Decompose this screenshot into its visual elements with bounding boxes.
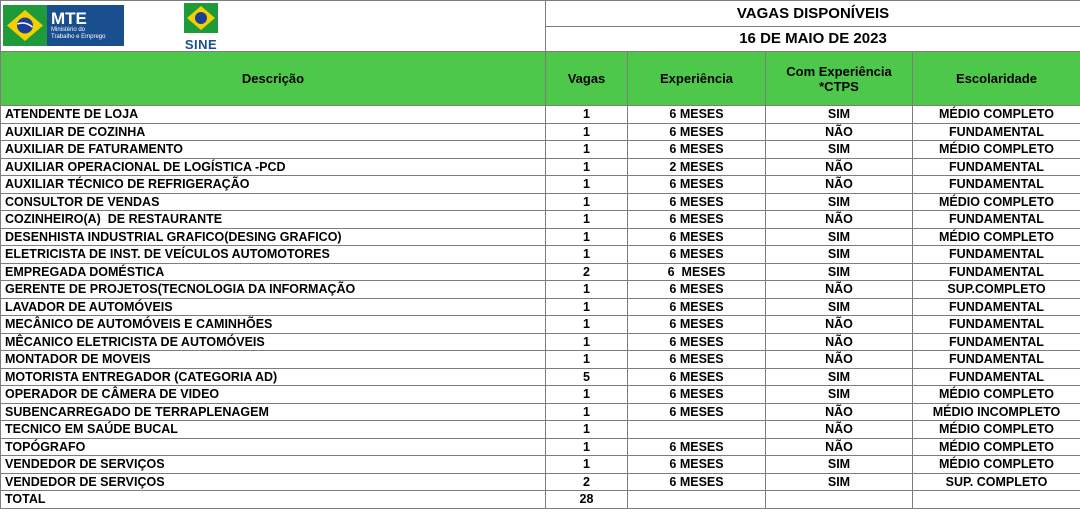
cell-escolaridade: SUP.COMPLETO (913, 281, 1080, 299)
cell-ctps: NÃO (766, 351, 913, 369)
cell-vagas: 1 (546, 281, 628, 299)
cell-descricao: ELETRICISTA DE INST. DE VEÍCULOS AUTOMOTORES (1, 246, 546, 264)
cell-vagas: 1 (546, 246, 628, 264)
cell-ctps: SIM (766, 228, 913, 246)
table-row (1, 456, 1080, 474)
total-row (1, 491, 1080, 509)
cell-escolaridade: MÉDIO COMPLETO (913, 193, 1080, 211)
cell-vagas: 5 (546, 368, 628, 386)
cell-vagas: 1 (546, 106, 628, 124)
cell-ctps: SIM (766, 263, 913, 281)
cell-experiencia: 6 MESES (628, 316, 766, 334)
cell-vagas: 1 (546, 351, 628, 369)
table-row (1, 333, 1080, 351)
cell-descricao: MOTORISTA ENTREGADOR (CATEGORIA AD) (1, 368, 546, 386)
cell-experiencia: 6 MESES (628, 473, 766, 491)
cell-escolaridade: MÉDIO INCOMPLETO (913, 403, 1080, 421)
table-row (1, 298, 1080, 316)
header-row (1, 52, 1080, 106)
logos-cell (1, 1, 546, 52)
cell-vagas: 1 (546, 403, 628, 421)
cell-escolaridade: FUNDAMENTAL (913, 368, 1080, 386)
cell-ctps: NÃO (766, 316, 913, 334)
cell-experiencia: 6 MESES (628, 263, 766, 281)
cell-descricao: TECNICO EM SAÚDE BUCAL (1, 421, 546, 439)
cell-experiencia: 6 MESES (628, 281, 766, 299)
cell-vagas: 2 (546, 473, 628, 491)
cell-experiencia: 2 MESES (628, 158, 766, 176)
col-header-vagas: Vagas (546, 52, 628, 106)
table-row (1, 211, 1080, 229)
col-header-descricao: Descrição (1, 52, 546, 106)
cell-descricao: MÊCANICO ELETRICISTA DE AUTOMÓVEIS (1, 333, 546, 351)
cell-ctps: SIM (766, 386, 913, 404)
table-row (1, 106, 1080, 124)
cell-descricao: GERENTE DE PROJETOS(TECNOLOGIA DA INFORMAÇÃO (1, 281, 546, 299)
cell-descricao: ATENDENTE DE LOJA (1, 106, 546, 124)
cell-descricao: AUXILIAR DE COZINHA (1, 123, 546, 141)
cell-vagas: 1 (546, 141, 628, 159)
cell-descricao: MONTADOR DE MOVEIS (1, 351, 546, 369)
cell-vagas: 2 (546, 263, 628, 281)
col-header-experiencia: Experiência (628, 52, 766, 106)
table-row (1, 228, 1080, 246)
cell-descricao: AUXILIAR DE FATURAMENTO (1, 141, 546, 159)
cell-ctps: SIM (766, 106, 913, 124)
cell-escolaridade: SUP. COMPLETO (913, 473, 1080, 491)
cell-vagas: 1 (546, 333, 628, 351)
cell-descricao: MECÂNICO DE AUTOMÓVEIS E CAMINHÕES (1, 316, 546, 334)
cell-ctps: NÃO (766, 211, 913, 229)
cell-ctps: SIM (766, 473, 913, 491)
table-row (1, 123, 1080, 141)
page-title: VAGAS DISPONÍVEIS (546, 1, 1080, 27)
table-row (1, 368, 1080, 386)
sine-flag-icon (184, 3, 218, 33)
cell-descricao: COZINHEIRO(A) DE RESTAURANTE (1, 211, 546, 229)
cell-vagas: 1 (546, 228, 628, 246)
table-row (1, 421, 1080, 439)
cell-descricao: EMPREGADA DOMÉSTICA (1, 263, 546, 281)
mte-logo-title: MTE (51, 9, 87, 28)
cell-escolaridade: MÉDIO COMPLETO (913, 438, 1080, 456)
cell-ctps: SIM (766, 193, 913, 211)
cell-escolaridade: FUNDAMENTAL (913, 246, 1080, 264)
cell-descricao: SUBENCARREGADO DE TERRAPLENAGEM (1, 403, 546, 421)
table-row (1, 263, 1080, 281)
cell-descricao: VENDEDOR DE SERVIÇOS (1, 473, 546, 491)
cell-experiencia: 6 MESES (628, 106, 766, 124)
cell-escolaridade: MÉDIO COMPLETO (913, 386, 1080, 404)
cell-experiencia: 6 MESES (628, 123, 766, 141)
cell-vagas: 1 (546, 193, 628, 211)
cell-descricao: OPERADOR DE CÂMERA DE VIDEO (1, 386, 546, 404)
cell-vagas: 1 (546, 456, 628, 474)
cell-vagas: 1 (546, 211, 628, 229)
cell-vagas: 1 (546, 438, 628, 456)
cell-experiencia: 6 MESES (628, 403, 766, 421)
cell-experiencia: 6 MESES (628, 211, 766, 229)
total-label: TOTAL (1, 491, 546, 509)
col-header-com-experiencia-line1: Com Experiência (786, 63, 892, 79)
total-empty-1 (628, 491, 766, 509)
cell-vagas: 1 (546, 421, 628, 439)
table-row (1, 386, 1080, 404)
cell-experiencia: 6 MESES (628, 386, 766, 404)
cell-escolaridade: MÉDIO COMPLETO (913, 456, 1080, 474)
total-vagas: 28 (546, 491, 628, 509)
table-row (1, 193, 1080, 211)
cell-experiencia: 6 MESES (628, 333, 766, 351)
cell-ctps: SIM (766, 246, 913, 264)
col-header-escolaridade: Escolaridade (913, 52, 1080, 106)
cell-experiencia: 6 MESES (628, 176, 766, 194)
cell-experiencia: 6 MESES (628, 368, 766, 386)
cell-ctps: NÃO (766, 158, 913, 176)
total-empty-2 (766, 491, 913, 509)
cell-descricao: AUXILIAR OPERACIONAL DE LOGÍSTICA -PCD (1, 158, 546, 176)
mte-logo-subtitle-1: Ministério do (51, 27, 86, 33)
cell-experiencia: 6 MESES (628, 141, 766, 159)
table-row (1, 316, 1080, 334)
cell-ctps: SIM (766, 141, 913, 159)
table-row (1, 281, 1080, 299)
date-title: 16 DE MAIO DE 2023 (546, 26, 1080, 52)
cell-ctps: NÃO (766, 438, 913, 456)
cell-descricao: LAVADOR DE AUTOMÓVEIS (1, 298, 546, 316)
cell-ctps: NÃO (766, 421, 913, 439)
cell-ctps: NÃO (766, 281, 913, 299)
cell-escolaridade: MÉDIO COMPLETO (913, 141, 1080, 159)
table-row (1, 176, 1080, 194)
table-row (1, 246, 1080, 264)
cell-escolaridade: FUNDAMENTAL (913, 298, 1080, 316)
cell-escolaridade: MÉDIO COMPLETO (913, 228, 1080, 246)
col-header-com-experiencia-line2: *CTPS (819, 78, 859, 94)
table-row (1, 141, 1080, 159)
cell-vagas: 1 (546, 316, 628, 334)
cell-ctps: NÃO (766, 176, 913, 194)
cell-descricao: TOPÓGRAFO (1, 438, 546, 456)
cell-ctps: NÃO (766, 333, 913, 351)
sine-logo (176, 3, 226, 51)
cell-descricao: DESENHISTA INDUSTRIAL GRAFICO(DESING GRAFICO) (1, 228, 546, 246)
cell-descricao: VENDEDOR DE SERVIÇOS (1, 456, 546, 474)
cell-vagas: 1 (546, 123, 628, 141)
cell-experiencia: 6 MESES (628, 438, 766, 456)
cell-experiencia: 6 MESES (628, 228, 766, 246)
mte-logo (3, 5, 124, 46)
cell-vagas: 1 (546, 298, 628, 316)
mte-logo-subtitle-2: Trabalho e Emprego (51, 34, 106, 40)
cell-ctps: SIM (766, 456, 913, 474)
cell-escolaridade: FUNDAMENTAL (913, 123, 1080, 141)
cell-ctps: NÃO (766, 403, 913, 421)
sine-logo-text: SINE (184, 37, 218, 52)
cell-experiencia: 6 MESES (628, 246, 766, 264)
cell-descricao: CONSULTOR DE VENDAS (1, 193, 546, 211)
cell-ctps: NÃO (766, 123, 913, 141)
cell-vagas: 1 (546, 386, 628, 404)
cell-escolaridade: FUNDAMENTAL (913, 263, 1080, 281)
cell-escolaridade: FUNDAMENTAL (913, 316, 1080, 334)
cell-experiencia (628, 421, 766, 439)
cell-escolaridade: MÉDIO COMPLETO (913, 421, 1080, 439)
table-row (1, 473, 1080, 491)
cell-experiencia: 6 MESES (628, 298, 766, 316)
table-row (1, 351, 1080, 369)
brazil-flag-icon (3, 5, 47, 46)
cell-vagas: 1 (546, 176, 628, 194)
cell-ctps: SIM (766, 298, 913, 316)
table-row (1, 438, 1080, 456)
cell-escolaridade: FUNDAMENTAL (913, 158, 1080, 176)
cell-escolaridade: FUNDAMENTAL (913, 176, 1080, 194)
cell-escolaridade: FUNDAMENTAL (913, 351, 1080, 369)
cell-vagas: 1 (546, 158, 628, 176)
table-row (1, 158, 1080, 176)
cell-escolaridade: FUNDAMENTAL (913, 211, 1080, 229)
cell-escolaridade: MÉDIO COMPLETO (913, 106, 1080, 124)
total-empty-3 (913, 491, 1080, 509)
cell-experiencia: 6 MESES (628, 351, 766, 369)
cell-escolaridade: FUNDAMENTAL (913, 333, 1080, 351)
col-header-com-experiencia (766, 52, 913, 106)
cell-experiencia: 6 MESES (628, 193, 766, 211)
cell-descricao: AUXILIAR TÉCNICO DE REFRIGERAÇÃO (1, 176, 546, 194)
cell-experiencia: 6 MESES (628, 456, 766, 474)
cell-ctps: SIM (766, 368, 913, 386)
table-row (1, 403, 1080, 421)
